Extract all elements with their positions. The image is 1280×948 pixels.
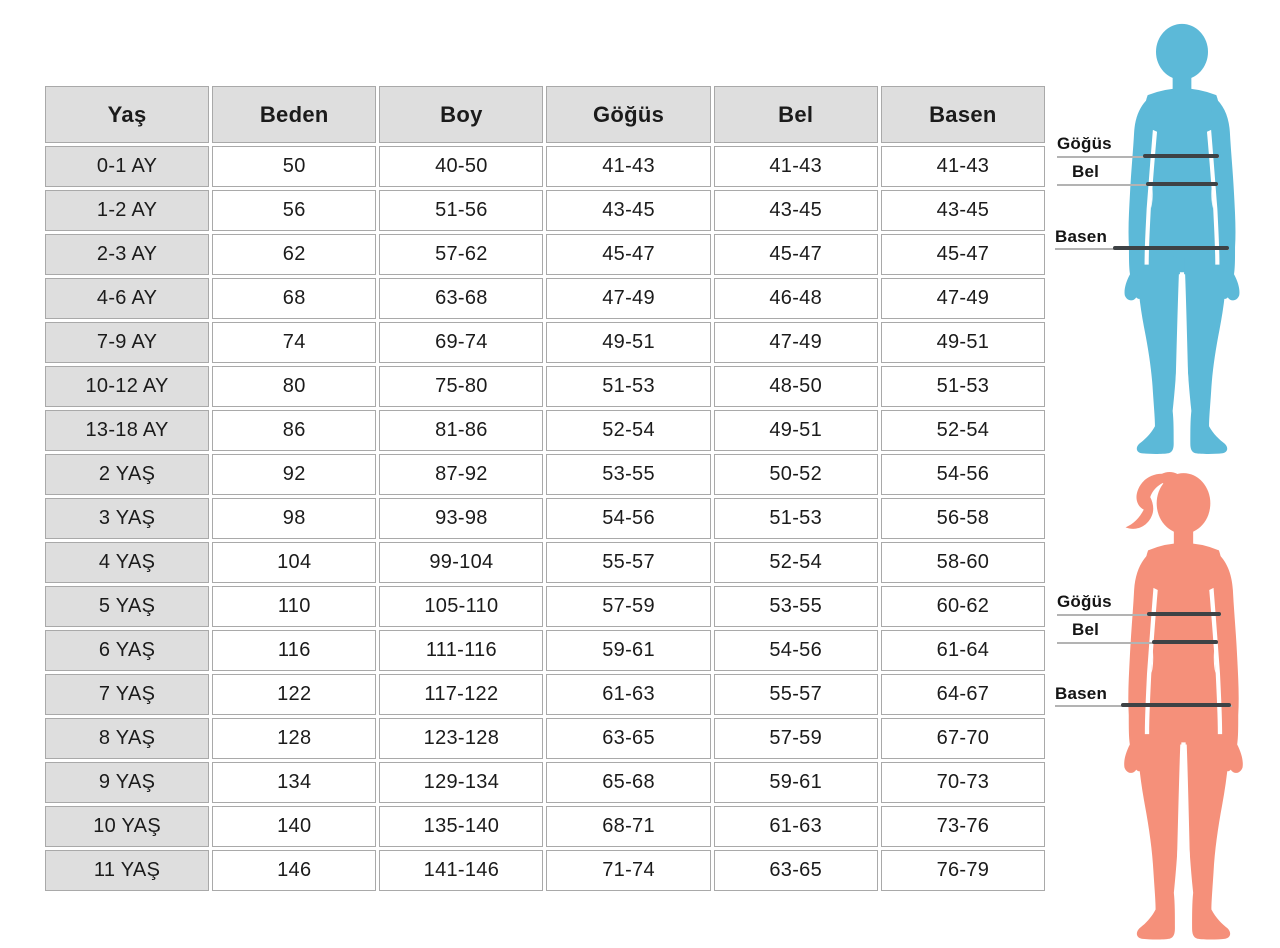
measure-cell: 134 xyxy=(212,762,376,803)
measure-cell: 86 xyxy=(212,410,376,451)
baby-hip-label: Basen xyxy=(1055,227,1108,246)
measure-cell: 61-63 xyxy=(714,806,878,847)
measure-cell: 51-53 xyxy=(881,366,1045,407)
age-cell: 9 YAŞ xyxy=(45,762,209,803)
measure-cell: 55-57 xyxy=(714,674,878,715)
baby-chest-measure-line xyxy=(1143,154,1219,158)
size-table-head xyxy=(45,86,1045,143)
measure-cell: 129-134 xyxy=(379,762,543,803)
age-cell: 10-12 AY xyxy=(45,366,209,407)
measure-cell: 47-49 xyxy=(881,278,1045,319)
girl-hip-measure-line xyxy=(1121,703,1231,707)
table-row xyxy=(45,850,1045,891)
table-row xyxy=(45,454,1045,495)
measure-cell: 43-45 xyxy=(714,190,878,231)
measure-cell: 140 xyxy=(212,806,376,847)
measure-cell: 68 xyxy=(212,278,376,319)
measure-cell: 141-146 xyxy=(379,850,543,891)
measure-cell: 80 xyxy=(212,366,376,407)
measure-cell: 51-56 xyxy=(379,190,543,231)
measure-cell: 53-55 xyxy=(714,586,878,627)
measure-cell: 69-74 xyxy=(379,322,543,363)
age-cell: 2 YAŞ xyxy=(45,454,209,495)
baby-silhouette-icon xyxy=(1104,22,1260,460)
measure-cell: 49-51 xyxy=(546,322,710,363)
table-row xyxy=(45,146,1045,187)
age-cell: 5 YAŞ xyxy=(45,586,209,627)
age-cell: 2-3 AY xyxy=(45,234,209,275)
measure-cell: 105-110 xyxy=(379,586,543,627)
measure-cell: 75-80 xyxy=(379,366,543,407)
measure-cell: 93-98 xyxy=(379,498,543,539)
measure-cell: 57-59 xyxy=(546,586,710,627)
measure-cell: 46-48 xyxy=(714,278,878,319)
measure-cell: 76-79 xyxy=(881,850,1045,891)
table-row xyxy=(45,806,1045,847)
measure-cell: 68-71 xyxy=(546,806,710,847)
measure-cell: 59-61 xyxy=(546,630,710,671)
column-header: Bel xyxy=(714,86,878,143)
table-row xyxy=(45,542,1045,583)
age-cell: 7-9 AY xyxy=(45,322,209,363)
measure-cell: 54-56 xyxy=(881,454,1045,495)
column-header: Basen xyxy=(881,86,1045,143)
measure-cell: 111-116 xyxy=(379,630,543,671)
measure-cell: 104 xyxy=(212,542,376,583)
measure-cell: 92 xyxy=(212,454,376,495)
measure-cell: 53-55 xyxy=(546,454,710,495)
girl-silhouette-icon xyxy=(1103,471,1264,946)
table-row xyxy=(45,278,1045,319)
measure-cell: 45-47 xyxy=(881,234,1045,275)
measure-cell: 64-67 xyxy=(881,674,1045,715)
column-header: Yaş xyxy=(45,86,209,143)
age-cell: 4-6 AY xyxy=(45,278,209,319)
table-row xyxy=(45,762,1045,803)
girl-chest-label: Göğüs xyxy=(1057,592,1112,611)
age-cell: 10 YAŞ xyxy=(45,806,209,847)
measure-cell: 116 xyxy=(212,630,376,671)
table-row xyxy=(45,234,1045,275)
measure-cell: 54-56 xyxy=(714,630,878,671)
baby-waist-label: Bel xyxy=(1072,162,1100,181)
table-row xyxy=(45,322,1045,363)
table-row xyxy=(45,674,1045,715)
measure-cell: 74 xyxy=(212,322,376,363)
measure-cell: 70-73 xyxy=(881,762,1045,803)
baby-waist-measure-line xyxy=(1146,182,1218,186)
measure-cell: 63-65 xyxy=(714,850,878,891)
table-row xyxy=(45,366,1045,407)
measure-cell: 52-54 xyxy=(714,542,878,583)
girl-chest-measure-line xyxy=(1147,612,1221,616)
measure-cell: 55-57 xyxy=(546,542,710,583)
age-cell: 0-1 AY xyxy=(45,146,209,187)
measure-cell: 47-49 xyxy=(714,322,878,363)
table-row xyxy=(45,498,1045,539)
measure-cell: 51-53 xyxy=(546,366,710,407)
measure-cell: 56 xyxy=(212,190,376,231)
measure-cell: 41-43 xyxy=(546,146,710,187)
age-cell: 13-18 AY xyxy=(45,410,209,451)
measure-cell: 43-45 xyxy=(881,190,1045,231)
measure-cell: 60-62 xyxy=(881,586,1045,627)
measure-cell: 63-68 xyxy=(379,278,543,319)
column-header: Göğüs xyxy=(546,86,710,143)
measure-cell: 99-104 xyxy=(379,542,543,583)
measure-cell: 62 xyxy=(212,234,376,275)
age-cell: 6 YAŞ xyxy=(45,630,209,671)
measure-cell: 67-70 xyxy=(881,718,1045,759)
measure-cell: 51-53 xyxy=(714,498,878,539)
measure-cell: 58-60 xyxy=(881,542,1045,583)
measure-cell: 65-68 xyxy=(546,762,710,803)
measure-cell: 61-64 xyxy=(881,630,1045,671)
measure-cell: 98 xyxy=(212,498,376,539)
measure-cell: 48-50 xyxy=(714,366,878,407)
column-header: Beden xyxy=(212,86,376,143)
measure-cell: 49-51 xyxy=(881,322,1045,363)
girl-waist-label: Bel xyxy=(1072,620,1100,639)
size-chart-table xyxy=(42,83,1048,894)
baby-hip-measure-line xyxy=(1113,246,1229,250)
age-cell: 3 YAŞ xyxy=(45,498,209,539)
column-header: Boy xyxy=(379,86,543,143)
measure-cell: 49-51 xyxy=(714,410,878,451)
table-row xyxy=(45,718,1045,759)
girl-waist-measure-line xyxy=(1152,640,1218,644)
measure-cell: 41-43 xyxy=(714,146,878,187)
measure-cell: 61-63 xyxy=(546,674,710,715)
measure-cell: 57-62 xyxy=(379,234,543,275)
size-table-header-row xyxy=(45,86,1045,143)
age-cell: 8 YAŞ xyxy=(45,718,209,759)
measure-cell: 122 xyxy=(212,674,376,715)
age-cell: 11 YAŞ xyxy=(45,850,209,891)
table-row xyxy=(45,630,1045,671)
measure-cell: 52-54 xyxy=(881,410,1045,451)
baby-chest-label: Göğüs xyxy=(1057,134,1112,153)
measure-cell: 146 xyxy=(212,850,376,891)
measure-cell: 123-128 xyxy=(379,718,543,759)
table-row xyxy=(45,410,1045,451)
girl-hip-label: Basen xyxy=(1055,684,1108,703)
measure-cell: 87-92 xyxy=(379,454,543,495)
measure-cell: 73-76 xyxy=(881,806,1045,847)
measure-cell: 71-74 xyxy=(546,850,710,891)
measure-cell: 110 xyxy=(212,586,376,627)
measure-cell: 43-45 xyxy=(546,190,710,231)
measure-cell: 128 xyxy=(212,718,376,759)
measure-cell: 57-59 xyxy=(714,718,878,759)
measure-cell: 52-54 xyxy=(546,410,710,451)
measure-cell: 47-49 xyxy=(546,278,710,319)
measure-cell: 63-65 xyxy=(546,718,710,759)
age-cell: 4 YAŞ xyxy=(45,542,209,583)
measure-cell: 45-47 xyxy=(546,234,710,275)
measure-cell: 40-50 xyxy=(379,146,543,187)
size-table-body xyxy=(45,146,1045,891)
measure-cell: 135-140 xyxy=(379,806,543,847)
measure-cell: 117-122 xyxy=(379,674,543,715)
measure-cell: 45-47 xyxy=(714,234,878,275)
measure-cell: 81-86 xyxy=(379,410,543,451)
measure-cell: 56-58 xyxy=(881,498,1045,539)
measure-cell: 54-56 xyxy=(546,498,710,539)
age-cell: 1-2 AY xyxy=(45,190,209,231)
measure-cell: 59-61 xyxy=(714,762,878,803)
measure-cell: 50-52 xyxy=(714,454,878,495)
table-row xyxy=(45,190,1045,231)
measure-cell: 41-43 xyxy=(881,146,1045,187)
measure-cell: 50 xyxy=(212,146,376,187)
table-row xyxy=(45,586,1045,627)
age-cell: 7 YAŞ xyxy=(45,674,209,715)
